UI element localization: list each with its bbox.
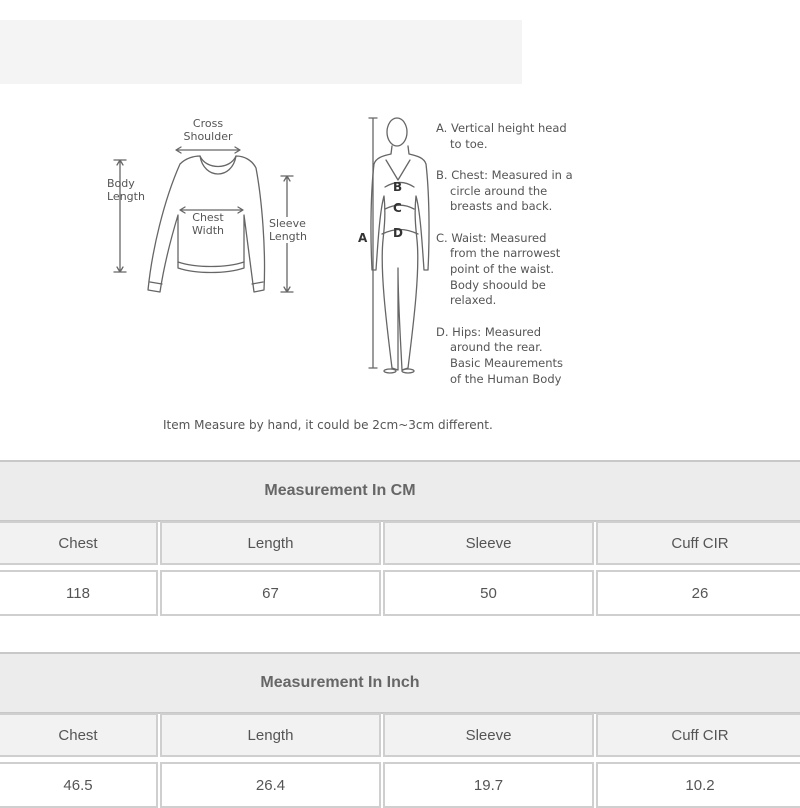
chest-width-label [186, 211, 230, 237]
note-b-head: B. Chest: Measured in a [436, 167, 573, 182]
note-a-line-1: to toe. [450, 136, 488, 151]
measurement-notes [436, 121, 596, 403]
sweater-cuff-right [252, 282, 263, 284]
figure-neckline [386, 160, 410, 180]
note-a-head: A. Vertical height head [436, 121, 567, 135]
letter-c: C [393, 201, 402, 215]
inch-header-sleeve: Sleeve [383, 713, 594, 757]
inch-value-cuff: 10.2 [596, 762, 800, 808]
sleeve-length-label-line-1: Sleeve [269, 217, 306, 230]
note-d-line-1: around the rear. [450, 340, 543, 355]
cm-table-title [0, 460, 800, 522]
cm-value-chest: 118 [0, 570, 158, 616]
inch-value-sleeve: 19.7 [383, 762, 594, 808]
sweater-neckline [200, 156, 236, 174]
foot-left [384, 369, 396, 373]
body-length-label-line-1: Body [107, 177, 135, 190]
sweater-hem [178, 262, 244, 267]
inch-table-title-text: Measurement In Inch [260, 674, 420, 691]
sleeve-length-label-line-2: Length [269, 230, 307, 243]
note-d-line-3: of the Human Body [450, 371, 562, 386]
cm-value-sleeve: 50 [383, 570, 594, 616]
letter-d: D [393, 226, 403, 240]
figure-head [387, 118, 407, 146]
note-c-line-4: relaxed. [450, 293, 497, 308]
cross-shoulder-arrow [176, 147, 240, 153]
note-c-line-3: Body shoould be [450, 277, 546, 292]
measure-caption: Item Measure by hand, it could be 2cm~3cm different. [163, 418, 493, 432]
inch-value-length: 26.4 [160, 762, 381, 808]
note-c-line-1: from the narrowest [450, 246, 561, 261]
body-length-label-line-2: Length [107, 190, 145, 203]
body-length-label [107, 177, 145, 203]
cm-header-length: Length [160, 521, 381, 565]
note-d [436, 325, 596, 388]
inch-header-cuff: Cuff CIR [596, 713, 800, 757]
cross-shoulder-label-line-2: Shoulder [183, 130, 233, 143]
cm-value-length: 67 [160, 570, 381, 616]
cm-header-sleeve: Sleeve [383, 521, 594, 565]
cm-table-title-text: Measurement In CM [264, 482, 416, 499]
letter-b: B [393, 180, 403, 194]
inch-header-chest: Chest [0, 713, 158, 757]
note-c [436, 231, 596, 310]
cross-shoulder-label [178, 117, 238, 143]
note-d-line-2: Basic Meaurements [450, 355, 564, 370]
cm-header-chest: Chest [0, 521, 158, 565]
note-d-head: D. Hips: Measured [436, 324, 542, 339]
note-b [436, 168, 596, 215]
note-c-head: C. Waist: Measured [436, 230, 547, 245]
note-b-line-2: breasts and back. [450, 199, 553, 214]
inch-value-chest: 46.5 [0, 762, 158, 808]
chest-width-label-line-2: Width [192, 224, 224, 237]
note-b-line-1: circle around the [450, 183, 548, 198]
foot-right [402, 369, 414, 373]
height-line [369, 118, 377, 368]
note-c-line-2: point of the waist. [450, 261, 555, 276]
inch-header-length: Length [160, 713, 381, 757]
cm-header-cuff: Cuff CIR [596, 521, 800, 565]
sweater-cuff-left [150, 282, 162, 284]
note-a [436, 121, 596, 152]
chest-width-label-line-1: Chest [192, 211, 224, 224]
sleeve-length-label [269, 217, 307, 243]
cross-shoulder-label-line-1: Cross [192, 117, 224, 130]
inch-table-title [0, 652, 800, 714]
letter-a: A [358, 231, 368, 245]
cm-value-cuff: 26 [596, 570, 800, 616]
